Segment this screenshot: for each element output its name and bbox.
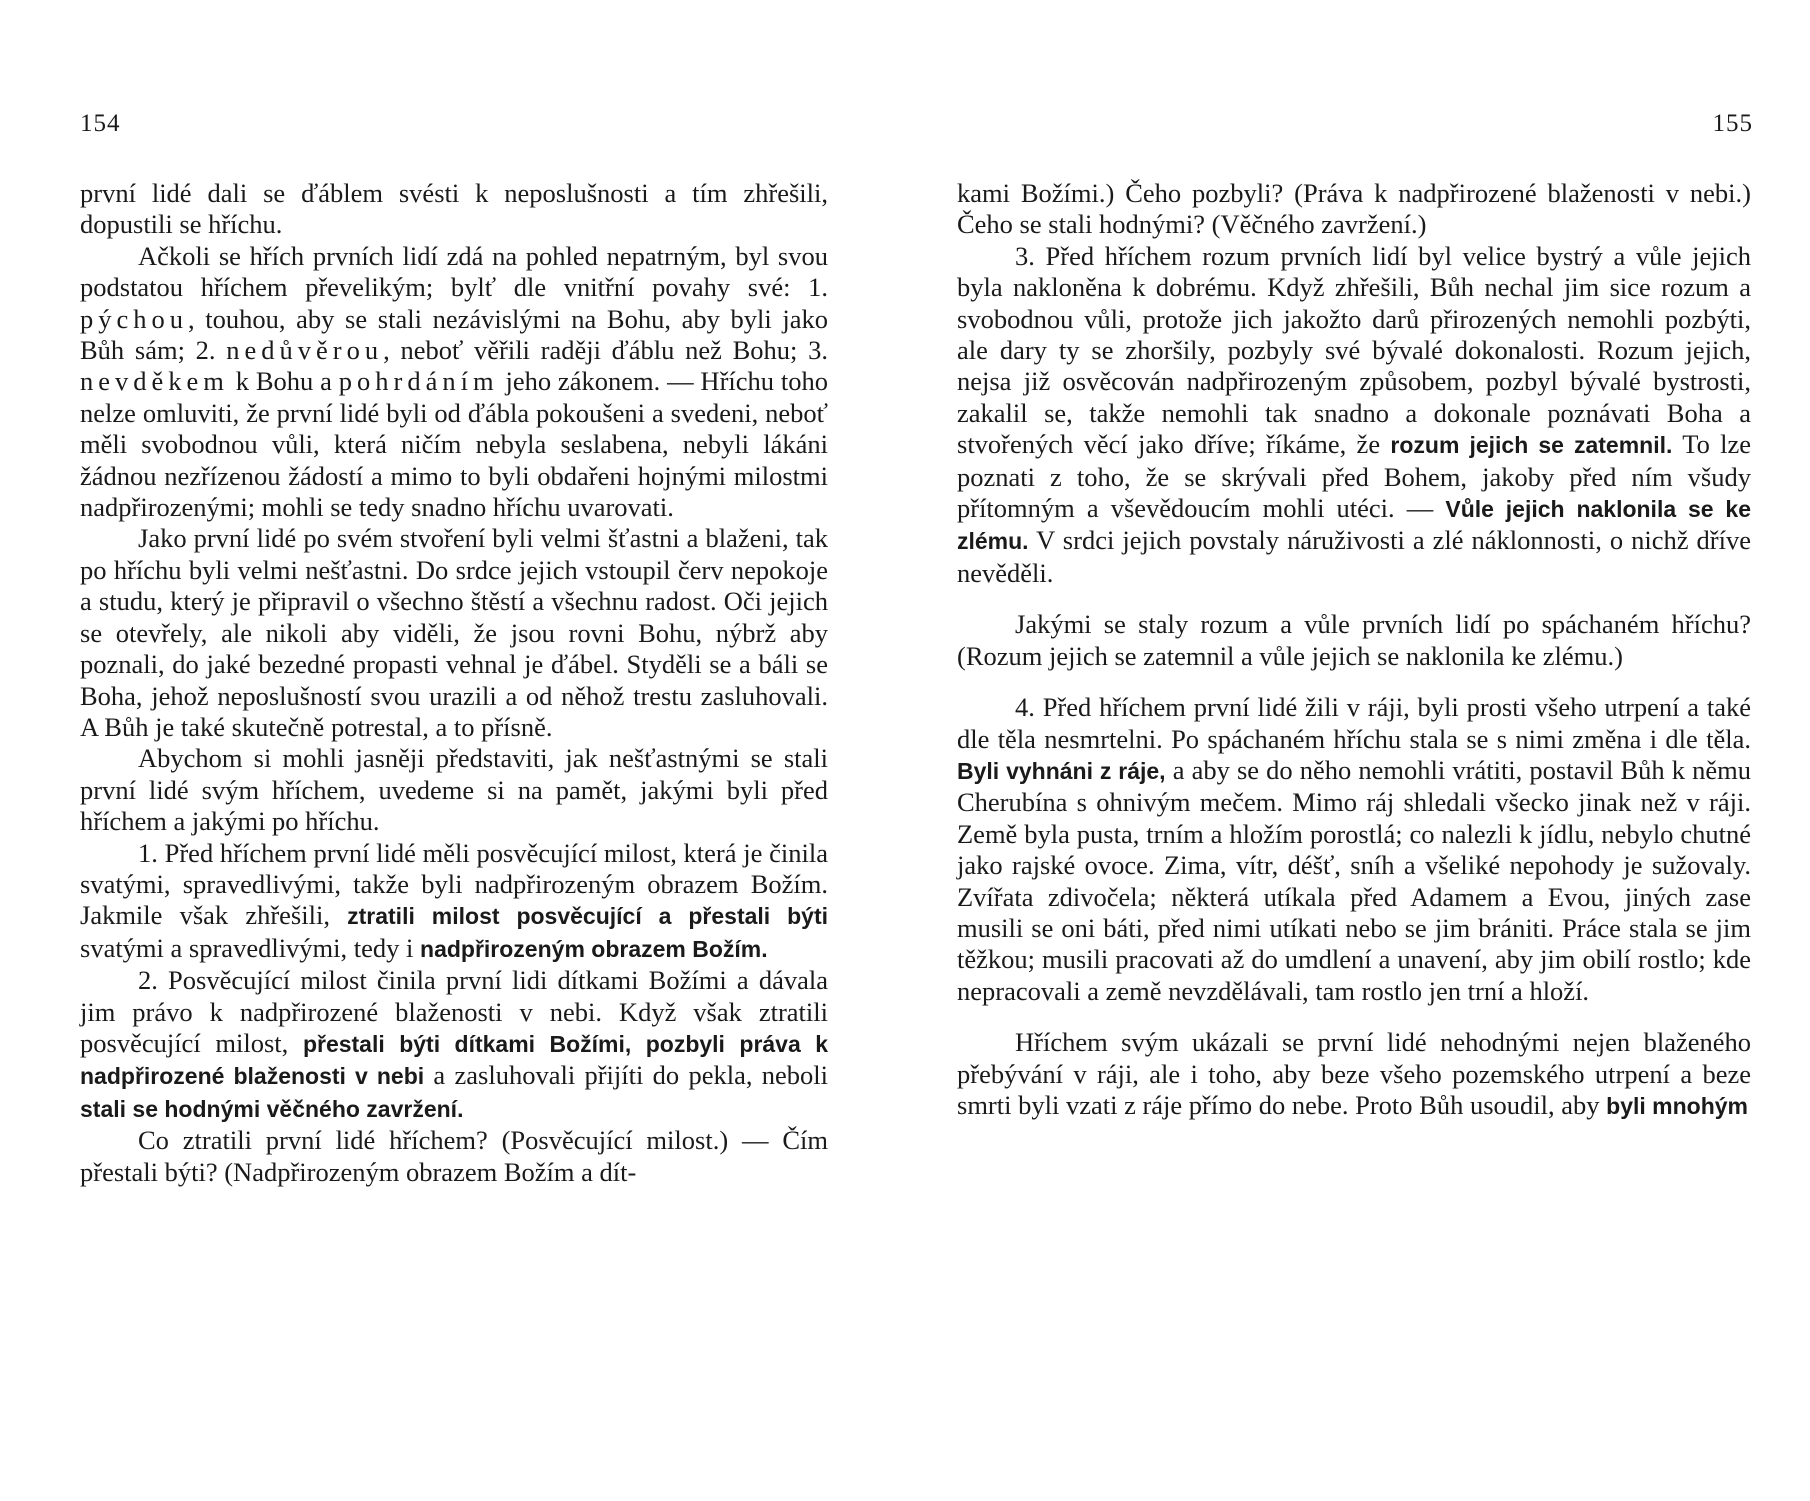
text-run: kami Božími.) Čeho pozbyli? (Práva k nadpřirozené blaženosti v nebi.) Čeho se stali hodnými? (Věčného zavržení.) [957,178,1751,240]
bold-text: stali se hodnými věčného zavržení. [80,1095,464,1122]
text-run: Hříchem svým ukázali se první lidé nehodnými nejen blaženého přebývání v ráji, ale i toho, aby beze všeho pozemského utrpení a beze smrti byli vzati z ráje přímo do nebe. Proto Bůh usoudil, aby [957,1027,1751,1120]
bold-text: byli mnohým [1606,1092,1749,1119]
text-run: To lze poznati z toho, že se skrývali před Bohem, jakoby před ním všudy přítomným a vševědoucím mohli utéci. — [957,429,1752,524]
paragraph [80,523,828,743]
paragraph [80,838,828,966]
paragraph [957,692,1751,1007]
text-run: , touhou, aby se stali nezávislými na Bohu, aby byli jako Bůh sám; 2. [80,303,828,366]
paragraph [957,609,1751,672]
text-run: a aby se do něho nemohli vrátiti, postavil Bůh k němu Cherubína s ohnivým mečem. Mimo ráj shledali všecko jinak než v ráji. Země byla pusta, trním a hložím porostlá; co nalezli k jídlu, nebylo chutné jako rajské ovoce. Zima, vítr, déšť, sníh a všeliké nepohody je sužovaly. Zvířata zdivočela; některá utíkala před Adamem a Evou, jiných zase musili se oni báti, před nimi utíkati nebo se jim brániti. Práce stala se jim těžkou; musili pracovati až do umdlení a unavení, aby jim obilí rostlo; kde nepracovali a země nevzdělávali, tam rostlo jen trní a hloží. [957,754,1751,1006]
text-run: první lidé dali se ďáblem svésti k neposlušnosti a tím zhřešili, dopustili se hříchu. [80,178,828,240]
paragraph [80,241,828,524]
bold-text: rozum jejich se zatemnil. [1390,432,1673,459]
paragraph [80,743,828,837]
paragraph [957,178,1751,241]
paragraph [80,965,828,1125]
text-run: V srdci jejich povstaly náruživosti a zlé náklonnosti, o nichž dříve nevěděli. [957,525,1751,588]
page-number: 154 [80,110,121,137]
text-run: 1. Před hříchem první lidé měli posvěcující milost, která je činila svatými, spravedlivými, takže byli nadpřirozeným obrazem Božím. Jakmile však zhřešili, [80,837,828,931]
spaced-text: pohrdáním [338,366,499,397]
spaced-text: pýchou [80,303,189,334]
paragraph [957,1027,1751,1122]
spaced-text: nedůvěrou [226,335,384,366]
text-run: a zasluhovali přijíti do pekla, neboli [424,1060,828,1091]
text-run: Jako první lidé po svém stvoření byli velmi šťastni a blaženi, tak po hříchu byli velmi nešťastni. Do srdce jejich vstoupil červ nepokoje a studu, který je připravil o všechno štěstí a všechnu radost. Oči jejich se otevřely, ale nikoli aby viděli, že jsou rovni Bohu, nýbrž aby poznali, do jaké bezedné propasti vehnal je ďábel. Styděli se a báli se Boha, jehož neposlušností svou urazili a od něhož trestu zasluhovali. A Bůh je také skutečně potrestal, a to přísně. [80,523,828,742]
paragraph [80,178,828,241]
bold-text: Byli vyhnáni z ráje, [957,757,1166,784]
page-body [80,178,828,1188]
text-run: Ačkoli se hřích prvních lidí zdá na pohled nepatrným, byl svou podstatou hříchem převelikým; bylť dle vnitřní povahy své: 1. [80,240,828,303]
paragraph [80,1125,828,1188]
bold-text: ztratili milost posvěcující a přestali býti [347,903,829,930]
text-run: k Bohu a [228,366,339,397]
bold-text: přestali býti dítkami Božími, pozbyli práva k nadpřirozené blaženosti v nebi [80,1030,828,1090]
text-run: Co ztratili první lidé hříchem? (Posvěcující milost.) — Čím přestali býti? (Nadpřirozeným obrazem Božím a dít- [80,1125,828,1187]
right-page [905,0,1810,1501]
text-run: svatými a spravedlivými, tedy i [80,932,421,963]
text-run: 4. Před hříchem první lidé žili v ráji, byli prosti všeho utrpení a také dle těla nesmrtelni. Po spáchaném hříchu stala se s nimi změna i dle těla. [957,692,1751,754]
bold-text: Vůle jejich naklonila se ke zlému. [957,496,1752,555]
paragraph [957,241,1751,589]
text-run: Jakými se staly rozum a vůle prvních lidí po spáchaném hříchu? (Rozum jejich se zatemnil a vůle jejich se naklonila ke zlému.) [957,609,1751,671]
text-run: jeho zákonem. — Hříchu toho nelze omluviti, že první lidé byli od ďábla pokoušeni a svedeni, neboť měli svobodnou vůli, která ničím nebyla seslabena, nebyli lákáni žádnou nezřízenou žádostí a mimo to byli obdařeni hojnými milostmi nadpřirozenými; mohli se tedy snadno hříchu uvarovati. [80,366,828,523]
text-run: , neboť věřili raději ďáblu než Bohu; 3. [383,335,828,366]
text-run: Abychom si mohli jasněji představiti, jak nešťastnými se stali první lidé svým hříchem, uvedeme si na pamět, jakými byli před hříchem a jakými po hříchu. [80,743,828,837]
page-body [957,178,1751,1122]
text-run: 3. Před hříchem rozum prvních lidí byl velice bystrý a vůle jejich byla nakloněna k dobrému. Když zhřešili, Bůh nechal jim sice rozum a svobodnou vůli, protože jich jakožto darů přirozených nemohli pozbýti, ale dary ty se zhoršily, pozbyly své bývalé dokonalosti. Rozum jejich, nejsa již osvěcován nadpřirozeným způsobem, pozbyl bývalé bystrosti, zakalil se, takže nemohli tak snadno a dokonale poznávati Boha a stvořených věcí jako dříve; říkáme, že [957,240,1751,460]
text-run: 2. Posvěcující milost činila první lidi dítkami Božími a dávala jim právo k nadpřirozené blaženosti v nebi. Když však ztratili posvěcující milost, [80,965,828,1058]
bold-text: nadpřirozeným obrazem Božím. [420,935,768,962]
page-number: 155 [1712,110,1753,137]
spaced-text: nevděkem [80,366,229,397]
